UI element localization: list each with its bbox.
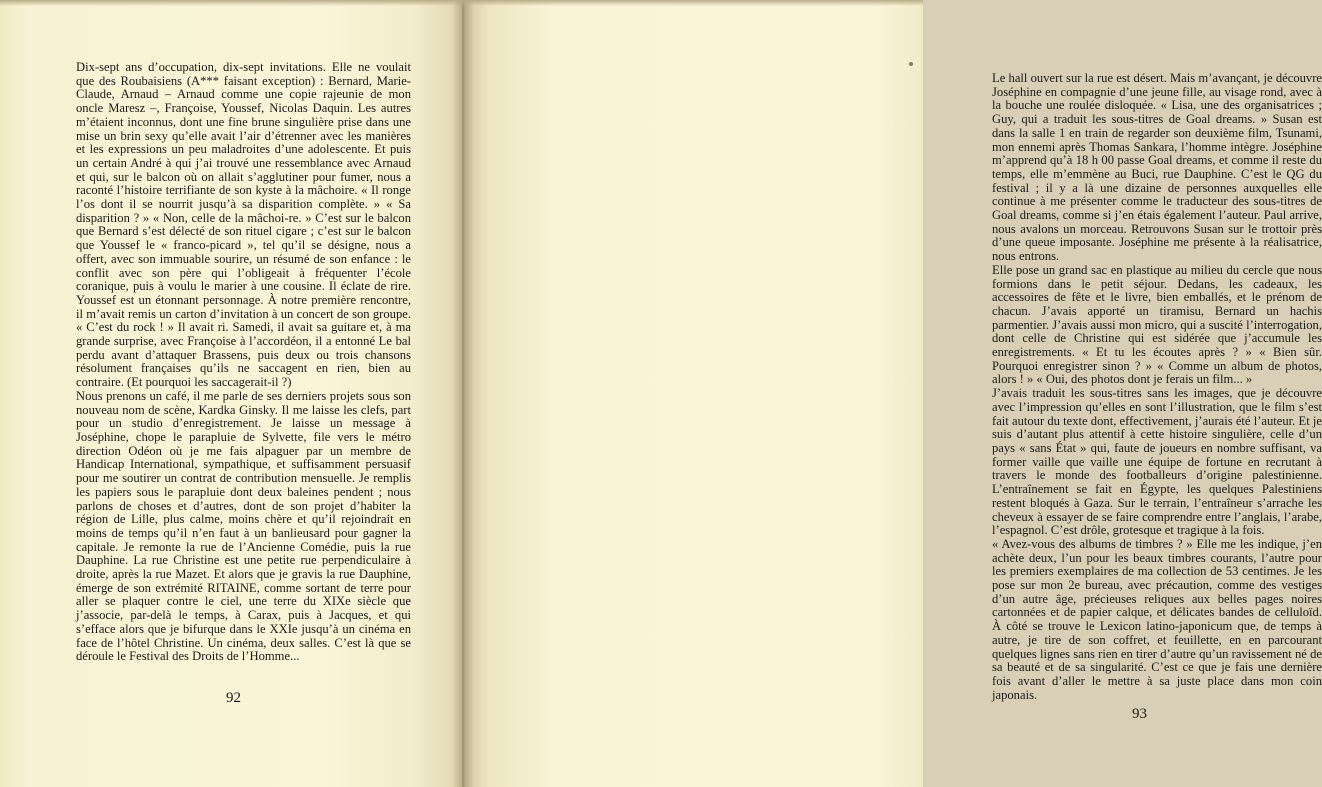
left-page-number: 92	[226, 690, 241, 706]
left-page	[0, 0, 462, 787]
right-page	[462, 0, 1322, 787]
page-top-edge	[0, 0, 923, 6]
right-page-number: 93	[1132, 706, 1147, 722]
paper-speck	[909, 62, 913, 66]
book-gutter	[452, 0, 474, 787]
left-page-text: Dix-sept ans d’occupation, dix-sept invitations. Elle ne voulait que des Roubaisiens (A*** faisant exception) : Bernard, Marie-Claude, Arnaud – Arnaud comme une copie rajeunie de mon oncle Maresz –, Françoise, Youssef, Nicolas Daquin. Les autres m’étaient inconnus, dont une fine brune singulière prise dans une mise un brin sexy qu’elle avait l’air d’étrenner avec les manières et les expressions un peu maladroites d’une adolescente. Et puis un certain André à qui j’ai trouvé une ressemblance avec Arnaud et qui, sur le balcon où on allait s’agglutiner pour fumer, nous a raconté l’histoire terrifiante de son kyste à la mâchoire. « Il ronge l’os dont il se nourrit jusqu’à sa disparition complète. » « Sa disparition ? » « Non, celle de la mâchoi-re. » C’est sur le balcon que Bernard s’est délecté de son rituel cigare ; c’est sur le balcon que Youssef le « franco-picard », tel qu’il se désigne, nous a offert, avec son immuable sourire, un résumé de son enfance : le conflit avec son père qui l’obligeait à fréquenter l’école coranique, puis à voulu le marier à une cousine. Il éclate de rire. Youssef est un étonnant personnage. À notre première rencontre, il m’avait remis un carton d’invitation à un concert de son groupe. « C’est du rock ! » Il avait ri. Samedi, il avait sa guitare et, à ma grande surprise, avec Françoise à l’accordéon, il a entonné Le bal perdu avant d’attaquer Brassens, puis deux ou trois chansons résolument françaises qu’ils ne saccagent en rien, bien au contraire. (Et pourquoi les saccagerait-il ?) Nous prenons un café, il me parle de ses derniers projets sous son nouveau nom de scène, Kardka Ginsky. Il me laisse les clefs, part pour un studio d’enregistrement. Je laisse un message à Joséphine, chope le parapluie de Sylvette, file vers le métro direction Odéon où je me fais alpaguer par un membre de Handicap International, sympathique, et suffisamment persuasif pour me soutirer un contrat de contribution mensuelle. Je remplis les papiers sous le parapluie dont deux baleines pendent ; nous parlons de choses et d’autres, dont de son projet d’habiter la région de Lille, plus calme, moins chère et qu’il rejoindrait en moins de temps qu’il n’en faut à un banlieusard pour gagner la capitale. Je remonte la rue de l’Ancienne Comédie, puis la rue Dauphine. La rue Christine est une petite rue perpendiculaire à droite, après la rue Mazet. Et alors que je gravis la rue Dauphine, émerge de son extrémité RITAINE, comme sortant de terre pour aller se plaquer contre le ciel, une terre du XIXe siècle que j’associe, par-delà le temps, à Carax, puis à Jacques, et qui s’efface alors que je bifurque dans le XXIe jusqu’à un cinéma en face de l’hôtel Christine. Un cinéma, deux salles. C’est là que se déroule le Festival des Droits de l’Homme...	[76, 60, 411, 664]
right-page-text: Le hall ouvert sur la rue est désert. Mais m’avançant, je découvre Joséphine en compagnie d’une jeune fille, au visage rond, avec à la bouche une roulée disloquée. « Lisa, une des organisatrices ; Guy, qui a traduit les sous-titres de Goal dreams. » Susan est dans la salle 1 en train de regarder son deuxième film, Tsunami, mon ennemi après Thomas Sankara, l’homme intègre. Joséphine m’apprend qu’à 18 h 00 passe Goal dreams, et comme il reste du temps, elle m’emmène au Buci, rue Dauphine. C’est le QG du festival ; il y a là une dizaine de personnes auxquelles elle continue à me présenter comme le traducteur des sous-titres de Goal dreams, comme si j’en étais également l’auteur. Paul arrive, nous avalons un morceau. Retrouvons Susan sur le trottoir près d’une queue imposante. Joséphine me présente à la réalisatrice, nous entrons. Elle pose un grand sac en plastique au milieu du cercle que nous formions dans le petit séjour. Dedans, les cadeaux, les accessoires de fête et le livre, bien emballés, et le prénom de chacun. J’avais apporté un tiramisu, Bernard un hachis parmentier. J’avais aussi mon micro, qui a suscité l’interrogation, dont celle de Christine qui est sidérée que j’accumule les enregistrements. « Et tu les écoutes après ? » « Bien sûr. Pourquoi enregistrer sinon ? » « Comme un album de photos, alors ! » « Oui, des photos dont je ferais un film... » J’avais traduit les sous-titres sans les images, que je découvre avec l’impression qu’elles en sont l’illustration, que le film s’est fait autour du texte dont, effectivement, j’aurais été l’auteur. Et je suis d’autant plus attentif à cette histoire singulière, celle d’un pays « sans État » qui, faute de joueurs en nombre suffisant, va former vaille que vaille une équipe de fortune en recrutant à travers le monde des footballeurs d’origine palestinienne. L’entraînement se fait en Égypte, les quelques Palestiniens restent bloqués à Gaza. Sur le terrain, l’entraîneur s’arrache les cheveux à essayer de se faire comprendre entre l’anglais, l’arabe, l’espagnol. C’est drôle, grotesque et tragique à la fois. « Avez-vous des albums de timbres ? » Elle me les indique, j’en achète deux, l’un pour les beaux timbres courants, l’autre pour les premiers exemplaires de ma collection de 53 centimes. Je les pose sur mon 2e bureau, avec précaution, comme des vestiges d’un autre âge, précieuses reliques aux belles pages noires cartonnées et de papier calque, et délicates bandes de celluloïd. À côté se trouve le Lexicon latino-japonicum que, de temps à autre, je tire de son coffret, et feuillette, en en parcourant quelques lignes sans rien en tirer d’autre qu’un ravissement né de sa beauté et de sa singularité. C’est ce que je fais une dernière fois avant d’aller le mettre à sa juste place dans mon coin japonais.	[992, 71, 1322, 702]
